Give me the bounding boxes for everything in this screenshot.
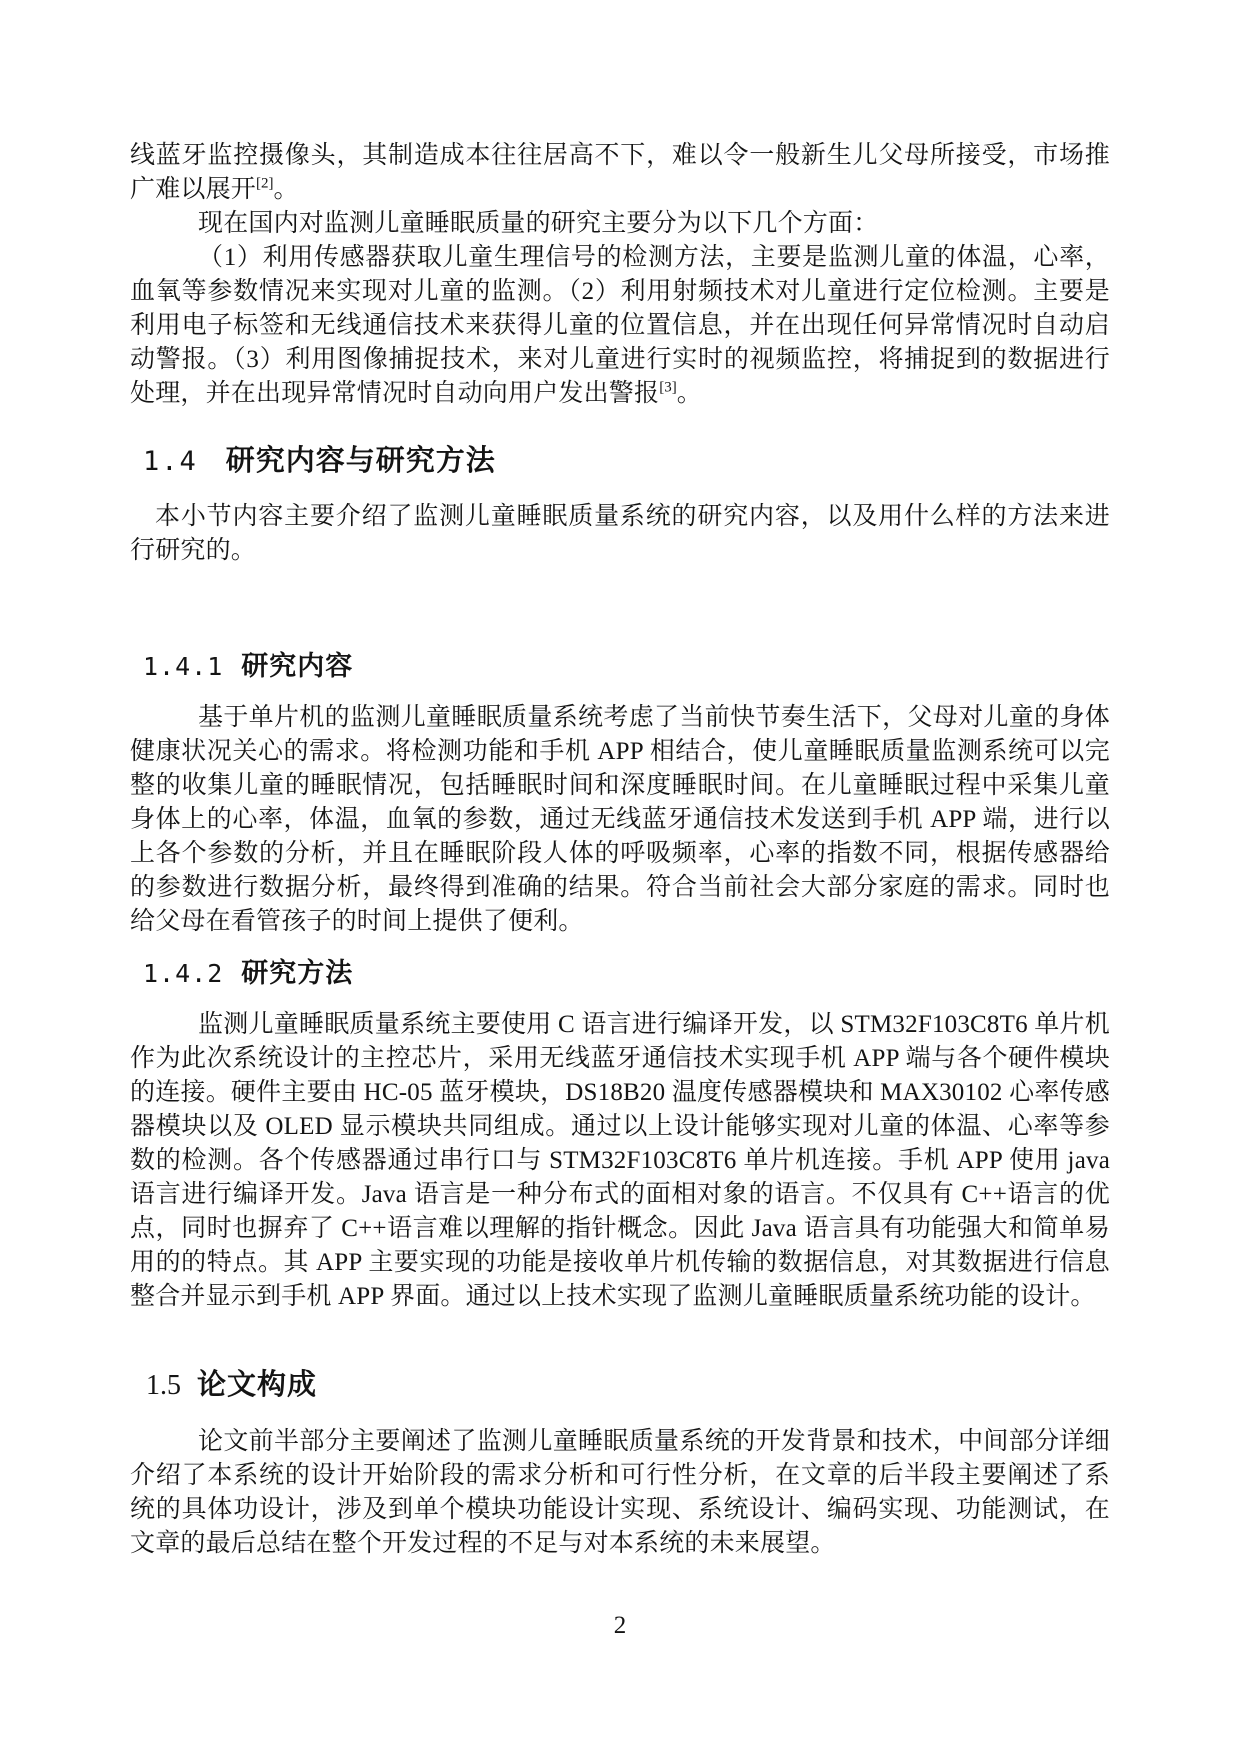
section-number: 1.4: [143, 446, 198, 477]
subsection-heading-1-4-2: [143, 955, 1110, 996]
subsection-number: 1.4.2: [143, 959, 224, 988]
paragraph-text: （1）利用传感器获取儿童生理信号的检测方法，主要是监测儿童的体温，心率，血氧等参数情况来实现对儿童的监测。（2）利用射频技术对儿童进行定位检测。主要是利用电子标签和无线通信技术来获得儿童的位置信息，并在出现任何异常情况时自动启动警报。（3）利用图像捕捉技术，来对儿童进行实时的视频监控，将捕捉到的数据进行处理，并在出现异常情况时自动向用户发出警报: [130, 244, 1110, 407]
section-number: 1.5: [146, 1370, 181, 1401]
subsection-heading-1-4-1: [143, 648, 1110, 689]
subsection-title: 研究内容: [241, 651, 354, 681]
section-title: 研究内容与研究方法: [225, 445, 496, 477]
subsection-title: 研究方法: [241, 958, 354, 988]
page-content: [130, 139, 1110, 1561]
paragraph-research-method-body: 监测儿童睡眠质量系统主要使用 C 语言进行编译开发，以 STM32F103C8T6 单片机作为此次系统设计的主控芯片，采用无线蓝牙通信技术实现手机 APP 端与各个硬件模块的连接。硬件主要由 HC-05 蓝牙模块，DS18B20 温度传感器模块和 MAX30102 心率传感器模块以及 OLED 显示模块共同组成。通过以上设计能够实现对儿童的体温、心率等参数的检测。各个传感器通过串行口与 STM32F103C8T6 单片机连接。手机 APP 使用 java 语言进行编译开发。Java 语言是一种分布式的面相对象的语言。不仅具有 C++语言的优点，同时也摒弃了 C++语言难以理解的指针概念。因此 Java 语言具有功能强大和简单易用的的特点。其 APP 主要实现的功能是接收单片机传输的数据信息，对其数据进行信息整合并显示到手机 APP 界面。通过以上技术实现了监测儿童睡眠质量系统功能的设计。: [130, 1011, 1110, 1310]
paragraph-text: 线蓝牙监控摄像头，其制造成本往往居高不下，难以令一般新生儿父母所接受，市场推广难以展开: [130, 142, 1110, 203]
paragraph-end-punctuation: 。: [676, 380, 702, 407]
footnote-reference-2: [2]: [256, 175, 274, 192]
paragraph-end-punctuation: 。: [273, 176, 299, 203]
paragraph-continued-from-previous-page: [130, 139, 1110, 207]
paragraph-research-content-body: 基于单片机的监测儿童睡眠质量系统考虑了当前快节奏生活下，父母对儿童的身体健康状况关心的需求。将检测功能和手机 APP 相结合，使儿童睡眠质量监测系统可以完整的收集儿童的睡眠情况，包括睡眠时间和深度睡眠时间。在儿童睡眠过程中采集儿童身体上的心率，体温，血氧的参数，通过无线蓝牙通信技术发送到手机 APP 端，进行以上各个参数的分析，并且在睡眠阶段人体的呼吸频率，心率的指数不同，根据传感器给的参数进行数据分析，最终得到准确的结果。符合当前社会大部分家庭的需求。同时也给父母在看管孩子的时间上提供了便利。: [130, 704, 1110, 935]
subsection-number: 1.4.1: [143, 652, 224, 681]
section-heading-1-5: [146, 1364, 1110, 1411]
page-number: 2: [613, 1612, 627, 1639]
page-footer: [0, 1612, 1240, 1640]
paragraph-section-1-4-intro: 本小节内容主要介绍了监测儿童睡眠质量系统的研究内容，以及用什么样的方法来进行研究的。: [130, 503, 1110, 564]
paragraph-domestic-research-overview: 现在国内对监测儿童睡眠质量的研究主要分为以下几个方面：: [198, 210, 879, 237]
section-title: 论文构成: [197, 1369, 318, 1401]
paragraph-thesis-structure-body: 论文前半部分主要阐述了监测儿童睡眠质量系统的开发背景和技术，中间部分详细介绍了本系统的设计开始阶段的需求分析和可行性分析，在文章的后半段主要阐述了系统的具体功设计，涉及到单个模块功能设计实现、系统设计、编码实现、功能测试，在文章的最后总结在整个开发过程的不足与对本系统的未来展望。: [130, 1428, 1110, 1557]
section-heading-1-4: [143, 441, 1110, 486]
footnote-reference-3: [3]: [659, 379, 677, 396]
paragraph-research-directions-list: [130, 241, 1110, 411]
